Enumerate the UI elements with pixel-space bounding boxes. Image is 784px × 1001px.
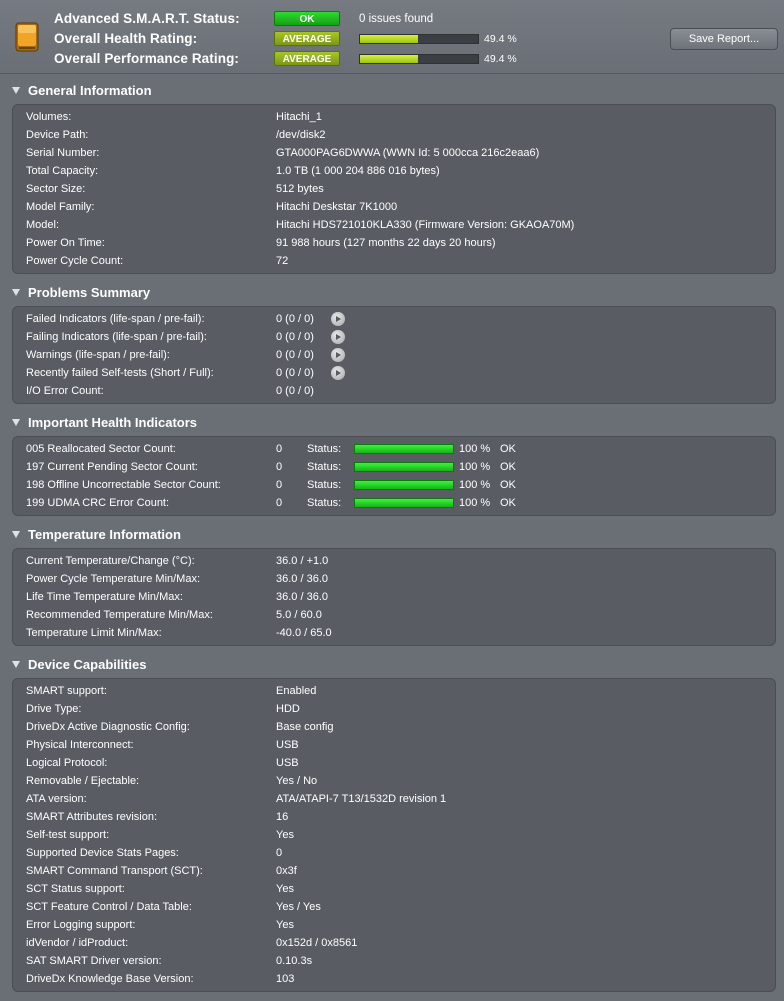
capabilities-row (26, 700, 766, 718)
health-rating-bar-fill (360, 35, 418, 43)
arrow-right-circle-icon[interactable] (331, 330, 345, 344)
general-row (26, 108, 766, 126)
general-row-value: 72 (276, 255, 289, 267)
general-row-value: Hitachi HDS721010KLA330 (Firmware Version: GKAOA70M) (276, 219, 575, 231)
health-row (26, 440, 766, 458)
general-row (26, 180, 766, 198)
health-row-value: 0 (276, 443, 283, 455)
status-progress-bar (354, 462, 454, 472)
health-rating-bar (359, 34, 479, 44)
health-row-label: 005 Reallocated Sector Count: (26, 443, 176, 455)
general-row (26, 216, 766, 234)
capabilities-row-value: HDD (276, 703, 300, 715)
general-row-label: Sector Size: (26, 183, 86, 195)
capabilities-row-value: Yes (276, 919, 294, 931)
capabilities-row-label: DriveDx Active Diagnostic Config: (26, 721, 190, 733)
capabilities-row-value: 0 (276, 847, 283, 859)
health-row-label: 197 Current Pending Sector Count: (26, 461, 198, 473)
capabilities-row-value: Base config (276, 721, 334, 733)
capabilities-row (26, 682, 766, 700)
status-header (0, 0, 784, 74)
capabilities-row (26, 970, 766, 988)
disclosure-triangle-icon[interactable] (12, 661, 20, 668)
disclosure-triangle-icon[interactable] (12, 87, 20, 94)
capabilities-row-label: SCT Status support: (26, 883, 125, 895)
health-row-label: 199 UDMA CRC Error Count: (26, 497, 170, 509)
capabilities-row (26, 718, 766, 736)
section-title: Important Health Indicators (28, 415, 198, 430)
smart-status-row (0, 9, 784, 29)
capabilities-row (26, 772, 766, 790)
section-header-problems[interactable] (0, 283, 784, 303)
temperature-row-label: Current Temperature/Change (°C): (26, 555, 195, 567)
temperature-row-label: Power Cycle Temperature Min/Max: (26, 573, 201, 585)
temperature-row (26, 552, 766, 570)
general-row-label: Power On Time: (26, 237, 105, 249)
problems-row-value: 0 (0 / 0) (276, 349, 314, 361)
capabilities-row (26, 862, 766, 880)
general-row (26, 198, 766, 216)
general-row-label: Power Cycle Count: (26, 255, 124, 267)
status-percent: 100 % (459, 461, 491, 473)
health-row-value: 0 (276, 479, 283, 491)
general-row-value: 512 bytes (276, 183, 324, 195)
capabilities-row (26, 898, 766, 916)
disclosure-triangle-icon[interactable] (12, 289, 20, 296)
capabilities-row (26, 934, 766, 952)
smart-status-badge: OK (274, 11, 340, 26)
capabilities-row-label: Error Logging support: (26, 919, 136, 931)
capabilities-row (26, 754, 766, 772)
capabilities-row (26, 826, 766, 844)
status-label: Status: (307, 461, 342, 473)
performance-rating-row (0, 49, 784, 69)
problems-row-label: Failed Indicators (life-span / pre-fail): (26, 313, 205, 325)
performance-rating-badge: AVERAGE (274, 51, 340, 66)
problems-row-label: Failing Indicators (life-span / pre-fail): (26, 331, 207, 343)
problems-row-label: I/O Error Count: (26, 385, 104, 397)
capabilities-row-label: Physical Interconnect: (26, 739, 134, 751)
general-row-label: Total Capacity: (26, 165, 99, 177)
problems-row-label: Warnings (life-span / pre-fail): (26, 349, 170, 361)
capabilities-row-label: ATA version: (26, 793, 87, 805)
problems-row-label: Recently failed Self-tests (Short / Full): (26, 367, 214, 379)
capabilities-row (26, 736, 766, 754)
health-rating-percent: 49.4 % (484, 33, 517, 45)
capabilities-row-value: Yes (276, 829, 294, 841)
general-row-value: GTA000PAG6DWWA (WWN Id: 5 000cca 216c2eaa6) (276, 147, 540, 159)
status-percent: 100 % (459, 443, 491, 455)
capabilities-row-value: 0x152d / 0x8561 (276, 937, 358, 949)
arrow-right-circle-icon[interactable] (331, 312, 345, 326)
general-row-value: 1.0 TB (1 000 204 886 016 bytes) (276, 165, 440, 177)
capabilities-row (26, 790, 766, 808)
capabilities-row-value: USB (276, 739, 299, 751)
performance-rating-bar-fill (360, 55, 418, 63)
problems-row (26, 328, 766, 346)
capabilities-row (26, 916, 766, 934)
capabilities-row (26, 808, 766, 826)
general-row-value: Hitachi Deskstar 7K1000 (276, 201, 398, 213)
temperature-row-value: 36.0 / 36.0 (276, 591, 328, 603)
general-row-label: Model: (26, 219, 60, 231)
status-label: Status: (307, 443, 342, 455)
capabilities-row-value: USB (276, 757, 299, 769)
general-row (26, 126, 766, 144)
health-row-label: 198 Offline Uncorrectable Sector Count: (26, 479, 221, 491)
temperature-row (26, 624, 766, 642)
health-row-value: 0 (276, 497, 283, 509)
arrow-right-circle-icon[interactable] (331, 366, 345, 380)
temperature-row-label: Recommended Temperature Min/Max: (26, 609, 213, 621)
capabilities-row-value: Yes / No (276, 775, 318, 787)
general-row-label: Device Path: (26, 129, 89, 141)
capabilities-row-label: SCT Feature Control / Data Table: (26, 901, 192, 913)
section-header-temperature[interactable] (0, 525, 784, 545)
section-header-health[interactable] (0, 413, 784, 433)
temperature-row-value: 36.0 / +1.0 (276, 555, 329, 567)
capabilities-row-label: SMART support: (26, 685, 107, 697)
temperature-row (26, 606, 766, 624)
problems-row (26, 310, 766, 328)
status-progress-bar (354, 498, 454, 508)
section-header-general[interactable] (0, 81, 784, 101)
arrow-right-circle-icon[interactable] (331, 348, 345, 362)
status-ok-text: OK (500, 479, 516, 491)
capabilities-row-value: Enabled (276, 685, 317, 697)
section-title: Problems Summary (28, 285, 151, 300)
status-percent: 100 % (459, 479, 491, 491)
capabilities-row-label: Removable / Ejectable: (26, 775, 140, 787)
section-header-capabilities[interactable] (0, 655, 784, 675)
section-title: Temperature Information (28, 527, 181, 542)
problems-row (26, 364, 766, 382)
status-label: Status: (307, 479, 342, 491)
problems-row (26, 382, 766, 400)
capabilities-row-value: Yes (276, 883, 294, 895)
section-title: General Information (28, 83, 152, 98)
capabilities-row (26, 952, 766, 970)
capabilities-row-value: 103 (276, 973, 295, 985)
disclosure-triangle-icon[interactable] (12, 419, 20, 426)
problems-row-value: 0 (0 / 0) (276, 331, 314, 343)
general-row-label: Volumes: (26, 111, 72, 123)
status-ok-text: OK (500, 461, 516, 473)
capabilities-row-label: Drive Type: (26, 703, 82, 715)
status-ok-text: OK (500, 497, 516, 509)
performance-rating-label: Overall Performance Rating: (54, 51, 240, 66)
general-row-label: Model Family: (26, 201, 95, 213)
capabilities-row-label: Supported Device Stats Pages: (26, 847, 179, 859)
temperature-row (26, 588, 766, 606)
temperature-row-value: 5.0 / 60.0 (276, 609, 322, 621)
health-row (26, 494, 766, 512)
problems-row-value: 0 (0 / 0) (276, 385, 314, 397)
temperature-row-label: Temperature Limit Min/Max: (26, 627, 162, 639)
capabilities-row-label: Logical Protocol: (26, 757, 108, 769)
save-report-button[interactable]: Save Report... (670, 28, 778, 50)
capabilities-row-label: idVendor / idProduct: (26, 937, 129, 949)
capabilities-row-value: 16 (276, 811, 289, 823)
performance-rating-percent: 49.4 % (484, 53, 517, 65)
health-row-value: 0 (276, 461, 283, 473)
smart-status-label: Advanced S.M.A.R.T. Status: (54, 11, 240, 26)
issues-found-text: 0 issues found (359, 13, 434, 25)
section-title: Device Capabilities (28, 657, 147, 672)
general-row (26, 144, 766, 162)
temperature-row-label: Life Time Temperature Min/Max: (26, 591, 183, 603)
performance-rating-bar (359, 54, 479, 64)
general-row-value: Hitachi_1 (276, 111, 322, 123)
capabilities-row-label: SMART Attributes revision: (26, 811, 158, 823)
general-row (26, 234, 766, 252)
capabilities-row-label: SMART Command Transport (SCT): (26, 865, 203, 877)
status-progress-bar (354, 480, 454, 490)
capabilities-row (26, 844, 766, 862)
general-row (26, 252, 766, 270)
temperature-row (26, 570, 766, 588)
problems-row (26, 346, 766, 364)
capabilities-row-label: SAT SMART Driver version: (26, 955, 162, 967)
temperature-row-value: 36.0 / 36.0 (276, 573, 328, 585)
health-rating-label: Overall Health Rating: (54, 31, 198, 46)
capabilities-row-label: Self-test support: (26, 829, 110, 841)
capabilities-row-value: Yes / Yes (276, 901, 321, 913)
temperature-row-value: -40.0 / 65.0 (276, 627, 332, 639)
general-row-value: /dev/disk2 (276, 129, 326, 141)
general-row-label: Serial Number: (26, 147, 100, 159)
status-progress-bar (354, 444, 454, 454)
health-rating-row (0, 29, 784, 49)
status-label: Status: (307, 497, 342, 509)
capabilities-row-label: DriveDx Knowledge Base Version: (26, 973, 194, 985)
health-row (26, 458, 766, 476)
disclosure-triangle-icon[interactable] (12, 531, 20, 538)
capabilities-row-value: 0x3f (276, 865, 297, 877)
health-rating-badge: AVERAGE (274, 31, 340, 46)
capabilities-row-value: 0.10.3s (276, 955, 313, 967)
capabilities-row-value: ATA/ATAPI-7 T13/1532D revision 1 (276, 793, 447, 805)
capabilities-row (26, 880, 766, 898)
general-row (26, 162, 766, 180)
status-ok-text: OK (500, 443, 516, 455)
problems-row-value: 0 (0 / 0) (276, 367, 314, 379)
problems-row-value: 0 (0 / 0) (276, 313, 314, 325)
health-row (26, 476, 766, 494)
status-percent: 100 % (459, 497, 491, 509)
general-row-value: 91 988 hours (127 months 22 days 20 hours) (276, 237, 496, 249)
